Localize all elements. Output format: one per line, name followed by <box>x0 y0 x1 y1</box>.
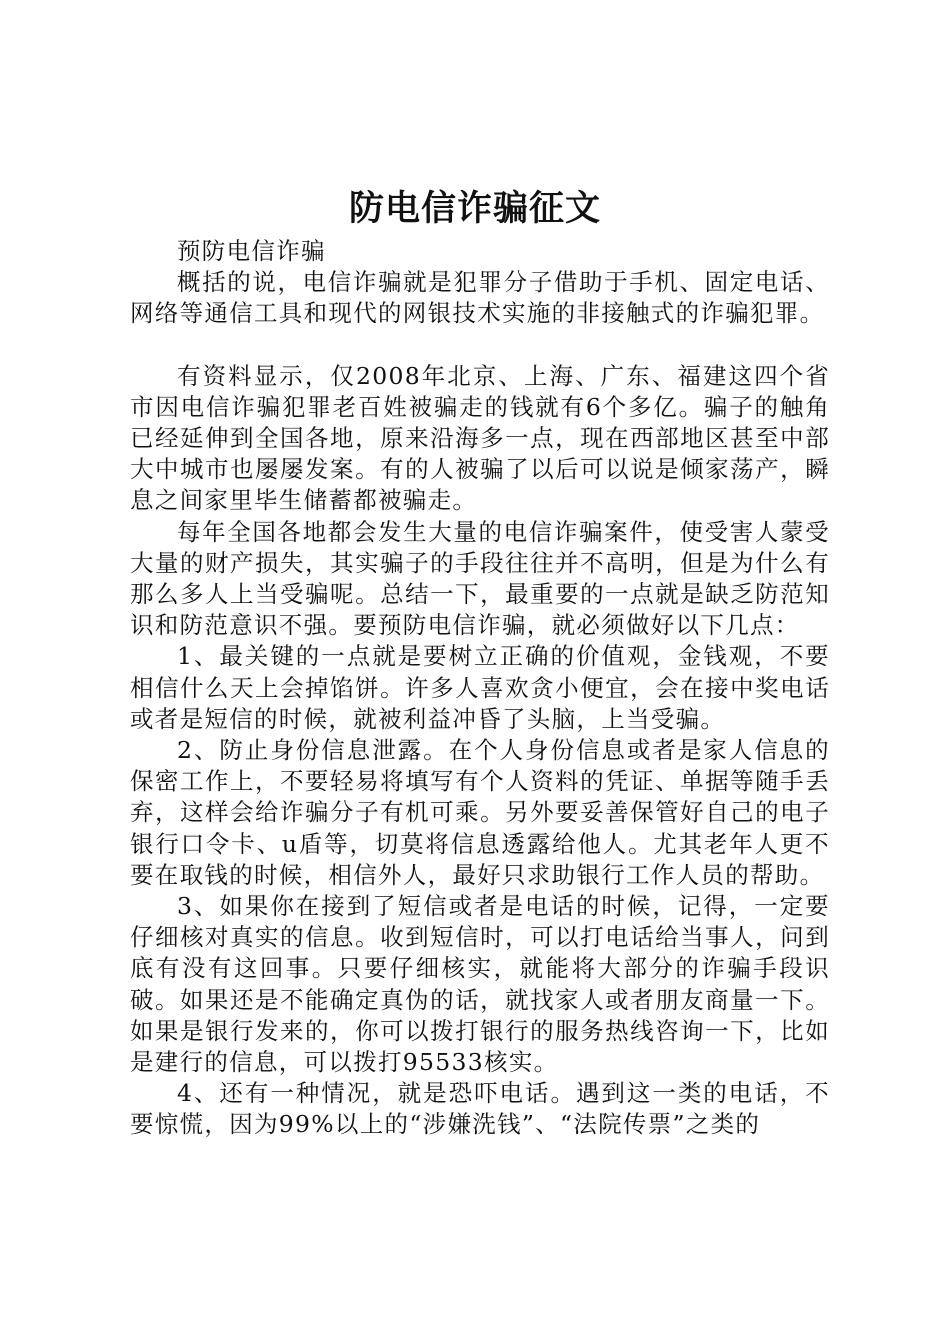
paragraph-subtitle: 预防电信诈骗 <box>177 237 326 265</box>
paragraph-point-3: 3、如果你在接到了短信或者是电话的时候，记得，一定要仔细核对真实的信息。收到短信时，可以打电话给当事人，问到底有没有这回事。只要仔细核实，就能将大部分的诈骗手段识破。如果还是不能确定真伪的话，就找家人或者朋友商量一下。如果是银行发来的，你可以拨打银行的服务热线咨询一下，比如是建行的信息，可以拨打95533核实。 <box>130 892 830 1077</box>
paragraph-definition: 概括的说，电信诈骗就是犯罪分子借助于手机、固定电话、网络等通信工具和现代的网银技术实施的非接触式的诈骗犯罪。 <box>130 268 830 328</box>
document-title: 防电信诈骗征文 <box>348 188 601 229</box>
paragraph-statistics: 有资料显示，仅2008年北京、上海、广东、福建这四个省市因电信诈骗犯罪老百姓被骗走的钱就有6个多亿。骗子的触角已经延伸到全国各地，原来沿海多一点，现在西部地区甚至中部大中城市也屡屡发案。有的人被骗了以后可以说是倾家荡产，瞬息之间家里毕生储蓄都被骗走。 <box>130 361 830 515</box>
paragraph-causes: 每年全国各地都会发生大量的电信诈骗案件，使受害人蒙受大量的财产损失，其实骗子的手段往往并不高明，但是为什么有那么多人上当受骗呢。总结一下，最重要的一点就是缺乏防范知识和防范意识不强。要预防电信诈骗，就必须做好以下几点： <box>130 517 830 640</box>
paragraph-point-4: 4、还有一种情况，就是恐吓电话。遇到这一类的电话，不要惊慌，因为99%以上的“涉嫌洗钱”、“法院传票”之类的 <box>130 1079 830 1139</box>
paragraph-point-1: 1、最关键的一点就是要树立正确的价值观，金钱观，不要相信什么天上会掉馅饼。许多人喜欢贪小便宜，会在接中奖电话或者是短信的时候，就被利益冲昏了头脑，上当受骗。 <box>130 642 830 733</box>
paragraph-point-2: 2、防止身份信息泄露。在个人身份信息或者是家人信息的保密工作上，不要轻易将填写有个人资料的凭证、单据等随手丢弃，这样会给诈骗分子有机可乘。另外要妥善保管好自己的电子银行口令卡、u盾等，切莫将信息透露给他人。尤其老年人更不要在取钱的时候，相信外人，最好只求助银行工作人员的帮助。 <box>130 736 830 889</box>
document-body <box>130 236 830 1141</box>
